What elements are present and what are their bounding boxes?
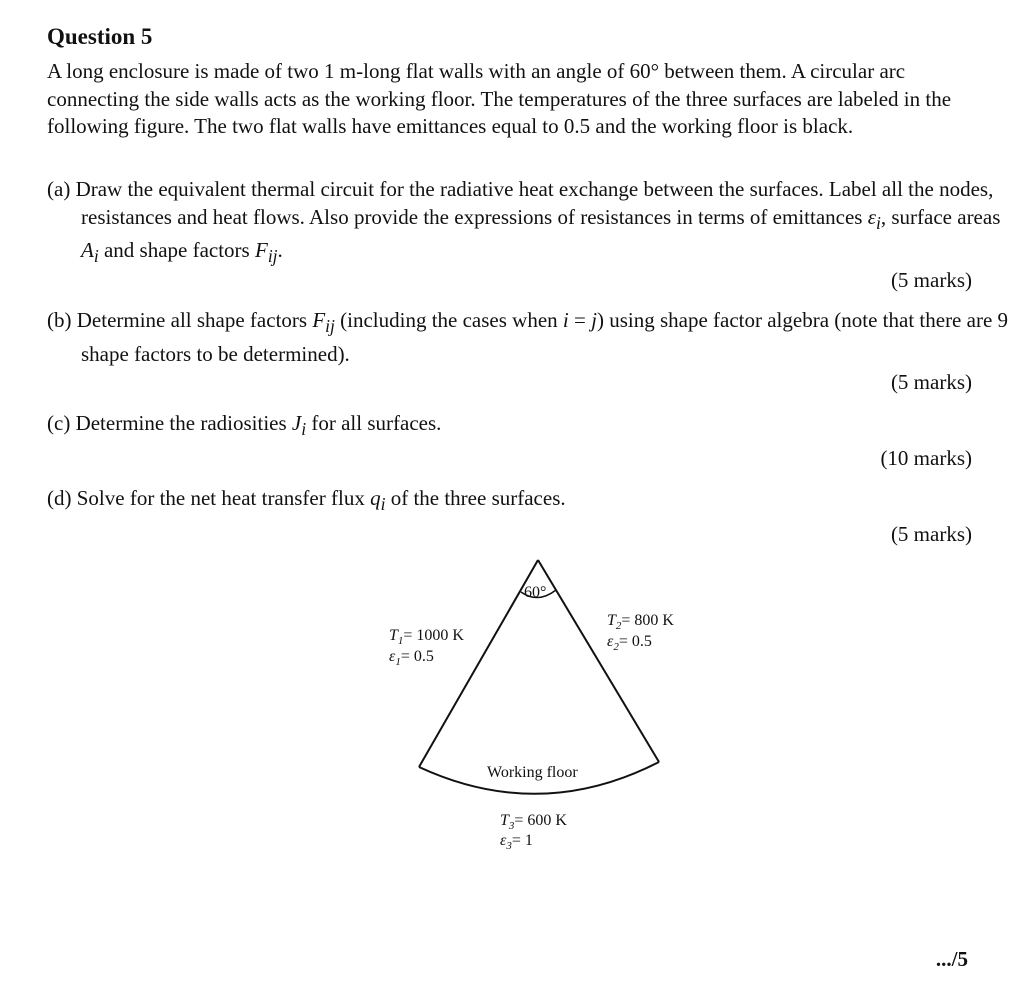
part-d-marks: (5 marks) — [890, 522, 972, 546]
part-d-label: (d) — [47, 486, 72, 510]
page-marker: .../5 — [935, 947, 968, 971]
question-heading: Question 5 — [47, 24, 153, 49]
part-a-label: (a) — [47, 177, 71, 201]
floor-emittance: $\varepsilon_3= 1$ — [500, 832, 533, 852]
part-b-label: (b) — [47, 308, 72, 332]
part-b-marks: (5 marks) — [890, 370, 972, 394]
wall-2-emittance: $\varepsilon_2= 0.5$ — [607, 633, 652, 653]
part-c-label: (c) — [47, 411, 71, 435]
part-a-marks: (5 marks) — [890, 268, 972, 292]
part-b-text: (b) Determine all shape factors $F_{ij}$ (including the cases when i = j) using shape factor algebra (note that there are 9 shape factors to be determined). — [47, 308, 1009, 366]
wall-1-emittance: $\varepsilon_1= 0.5$ — [389, 648, 434, 668]
part-a-text: (a) Draw the equivalent thermal circuit for the radiative heat exchange between the surfaces. Label all the nodes, resistances and heat flows. Also provide the expressions of resistances in terms of emittances $\varepsilon_i$, surface areas $A_i$ and shape factors $F_{ij}$. — [47, 177, 1001, 267]
wall-2-temperature: $T_2= 800$ K — [607, 612, 674, 632]
wall-1-line — [419, 560, 538, 767]
angle-label: 60° — [524, 584, 547, 601]
wall-1-temperature: $T_1= 1000$ K — [389, 627, 464, 647]
part-c-text: (c) Determine the radiosities $J_i$ for all surfaces. — [47, 411, 442, 440]
part-c-marks: (10 marks) — [880, 446, 972, 470]
working-floor-label: Working floor — [487, 764, 578, 781]
question-intro: A long enclosure is made of two 1 m-long flat walls with an angle of 60° between them. A circular arc connecting the side walls acts as the working floor. The temperatures of the three surfaces are labeled in the following figure. The two flat walls have emittances equal to 0.5 and the working floor is black. — [47, 59, 952, 138]
floor-temperature: $T_3= 600$ K — [500, 812, 567, 832]
part-d-text: (d) Solve for the net heat transfer flux $q_i$ of the three surfaces. — [47, 486, 566, 515]
